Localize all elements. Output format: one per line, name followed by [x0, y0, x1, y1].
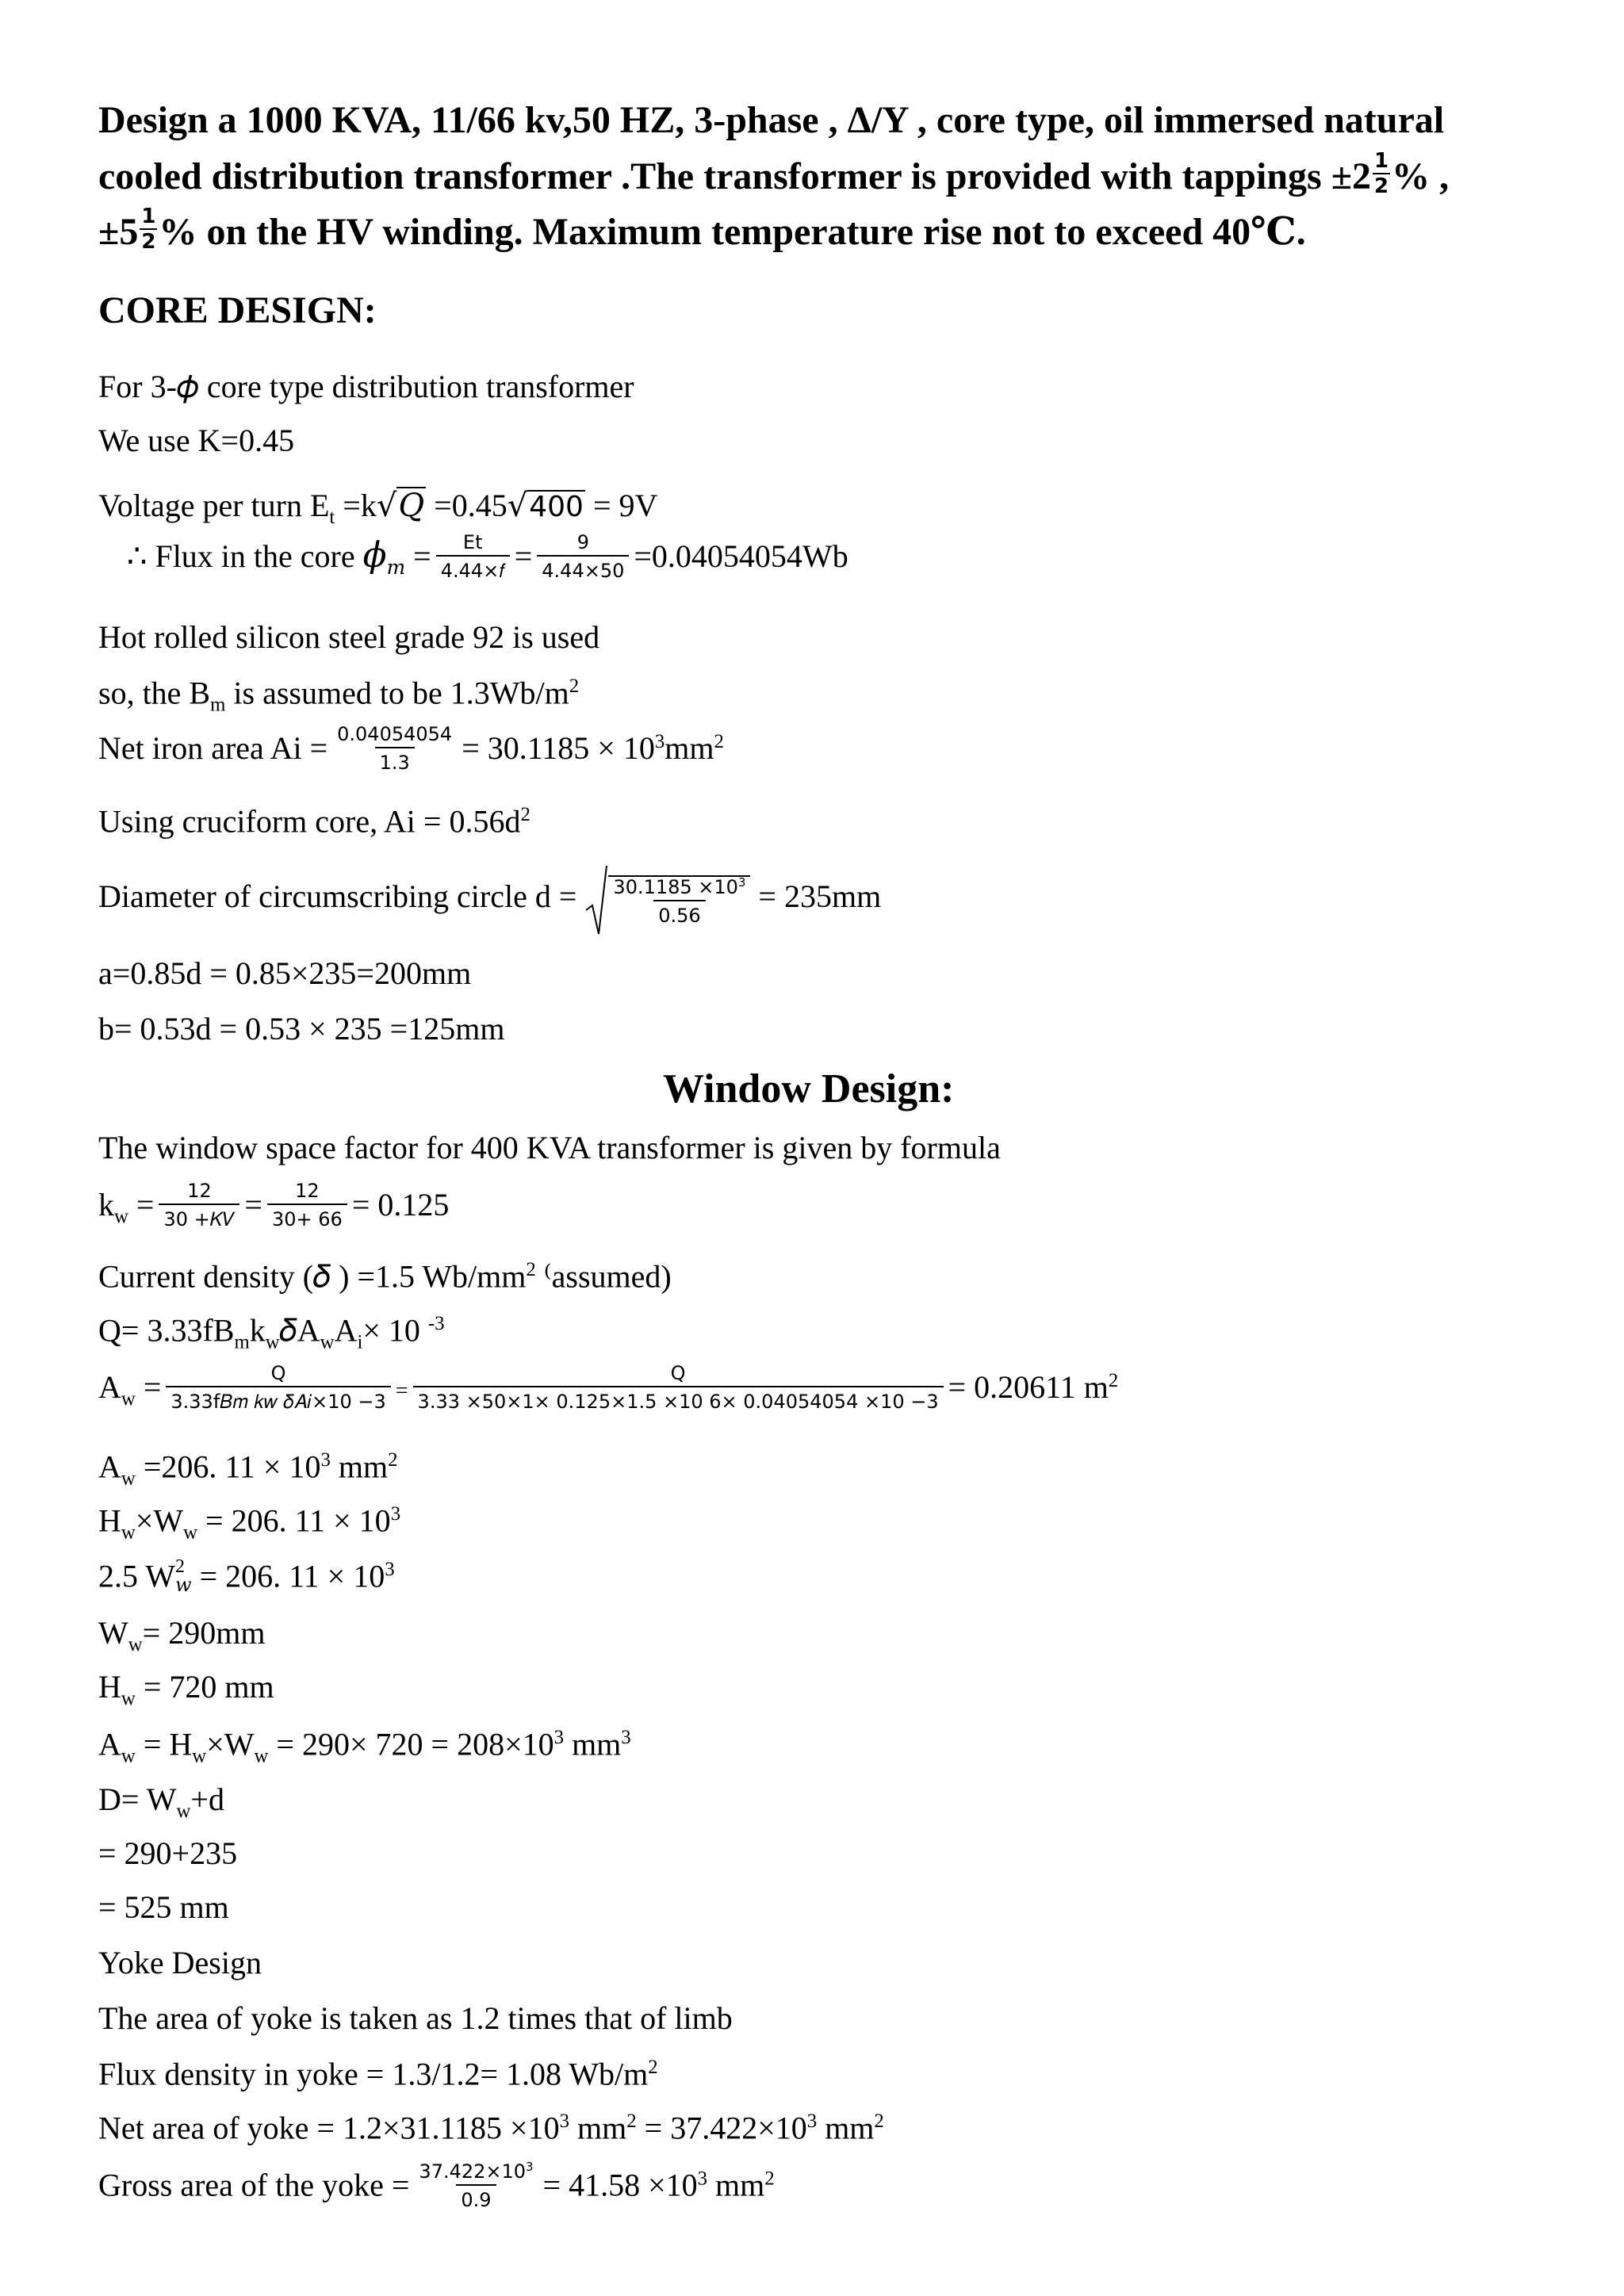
tapping-fraction-2: $\frac{1}{2}$: [141, 205, 156, 254]
yoke-line-1: The area of yoke is taken as 1.2 times that of limb: [98, 2000, 733, 2036]
window-area-check-line: $A_w = H_w\times W_w = 290\times 720 = 208\times 10^3$ $mm^3$: [98, 1726, 631, 1767]
ww-squared-line: 2.5 W 2 𝑤 = 206. $11 \times 10^3$: [98, 1556, 395, 1597]
title-text-1: Design a 1000 KVA, 11/66 kv,50 HZ, 3-phase , Δ/Y , core type, oil immersed natural: [98, 99, 1445, 141]
yoke-design-heading: Yoke Design: [98, 1945, 262, 1980]
window-area-mm-line: $A_w =206$. $11 \times 10^3$ $mm^2$: [98, 1448, 398, 1490]
window-line-1: The window space factor for 400 KVA transformer is given by formula: [98, 1130, 1001, 1165]
tapping-fraction-1: $\frac{1}{2}$: [1374, 149, 1389, 198]
d-sum-line: = 290+235: [98, 1835, 238, 1871]
title-text-3b: % on the HV winding. Maximum temperature rise not to exceed 40℃.: [159, 211, 1306, 254]
core-line-1: For 3-𝜙 core type distribution transformer: [98, 369, 634, 404]
d-result-line: = 525 mm: [98, 1889, 229, 1925]
title-text-2a: cooled distribution transformer .The transformer is provided with tappings ±2: [98, 155, 1372, 198]
window-height-line: $H_w = 720$ mm: [98, 1669, 274, 1709]
core-line-2: We use K=0.45: [98, 423, 295, 458]
d-equation-line: $D= W_w+d$: [98, 1781, 224, 1822]
current-density-line: Current density (𝛿 ) =1.5 $Wb/mm^2$ ⁽assumed): [98, 1258, 672, 1295]
flux-in-core-line: ∴ Flux in the core 𝜙$_𝑚$ = $\frac{Et}{\text{4.44×𝑓}}$ = $\frac{9}{4.44\times 50}$ =0.04054054Wb: [127, 531, 848, 582]
window-area-line: $A_w$ = $\frac{Q}{\text{3.33f𝐵𝑚 𝑘𝑤 𝛿𝐴𝑖×10 −3}}$ = $\frac{Q}{3.33 \times 50\times 1\times 0.125\times 1.5 \times 10 6\times 0.04054054 \times 10 -3}$ = 0.20611 $m^2$: [98, 1362, 1119, 1413]
net-iron-area-line: Net iron area Ai = $\frac{0.04054054}{1.3}$ = $30.1185 \times 10^3mm^2$: [98, 723, 724, 774]
diameter-line: Diameter of circumscribing circle d = $\frac{30.1185 \times 10^3}{0.56}$ = 235mm: [98, 864, 881, 936]
window-space-factor-line: $k_w$ = $\frac{12}{\text{30 +𝐾𝑉}}$ = $\frac{12}{30+ 66}$ = 0.125: [98, 1180, 450, 1230]
output-equation-line: $Q= 3.33fB_mk_w𝛿A_wA_i\times 10$ $^{-3}$: [98, 1312, 445, 1353]
window-width-line: $W_w= 290mm$: [98, 1615, 266, 1655]
hw-ww-line: $H_w\times W_w = 206$. $11 \times 10^3$: [98, 1502, 401, 1544]
title-text-2b: % ,: [1392, 155, 1450, 198]
problem-statement-line-3: [98, 205, 1306, 258]
yoke-gross-area-line: Gross area of the yoke = $\frac{37.422\times 10^3}{0.9}$ = $41.58 \times 10^3$ $mm^2$: [98, 2160, 775, 2211]
core-line-5: Hot rolled silicon steel grade 92 is used: [98, 619, 600, 655]
problem-statement-line-1: [98, 101, 1444, 140]
yoke-flux-density-line: Flux density in yoke = 1.3/1.2= 1.08 $Wb/m^2$: [98, 2056, 658, 2092]
core-line-a: a=0.85d = 0.85×235=200mm: [98, 955, 472, 991]
core-design-heading: CORE DESIGN:: [98, 289, 377, 331]
square-root-sign: $\frac{30.1185 \times 10^3}{0.56}$: [584, 864, 750, 936]
voltage-per-turn-line: Voltage per turn $E_t$ =k√𝑄 =0.45√400 = 9V: [98, 488, 658, 528]
yoke-net-area-line: Net area of yoke = $1.2\times 31.1185 \times 10^3$ $mm^2 = 37.422\times 10^3$ $mm^2$: [98, 2110, 884, 2146]
cruciform-core-line: Using cruciform core, $Ai = 0.56d^2$: [98, 803, 530, 840]
core-line-b: b= 0.53d = 0.53 × 235 =125mm: [98, 1011, 505, 1047]
flux-density-line: so, the $B_m$ is assumed to be $1.3Wb/m^2$: [98, 675, 580, 716]
problem-statement-line-2: [98, 149, 1450, 203]
title-text-3a: ±5: [98, 211, 139, 254]
window-design-heading: Window Design:: [663, 1066, 955, 1112]
